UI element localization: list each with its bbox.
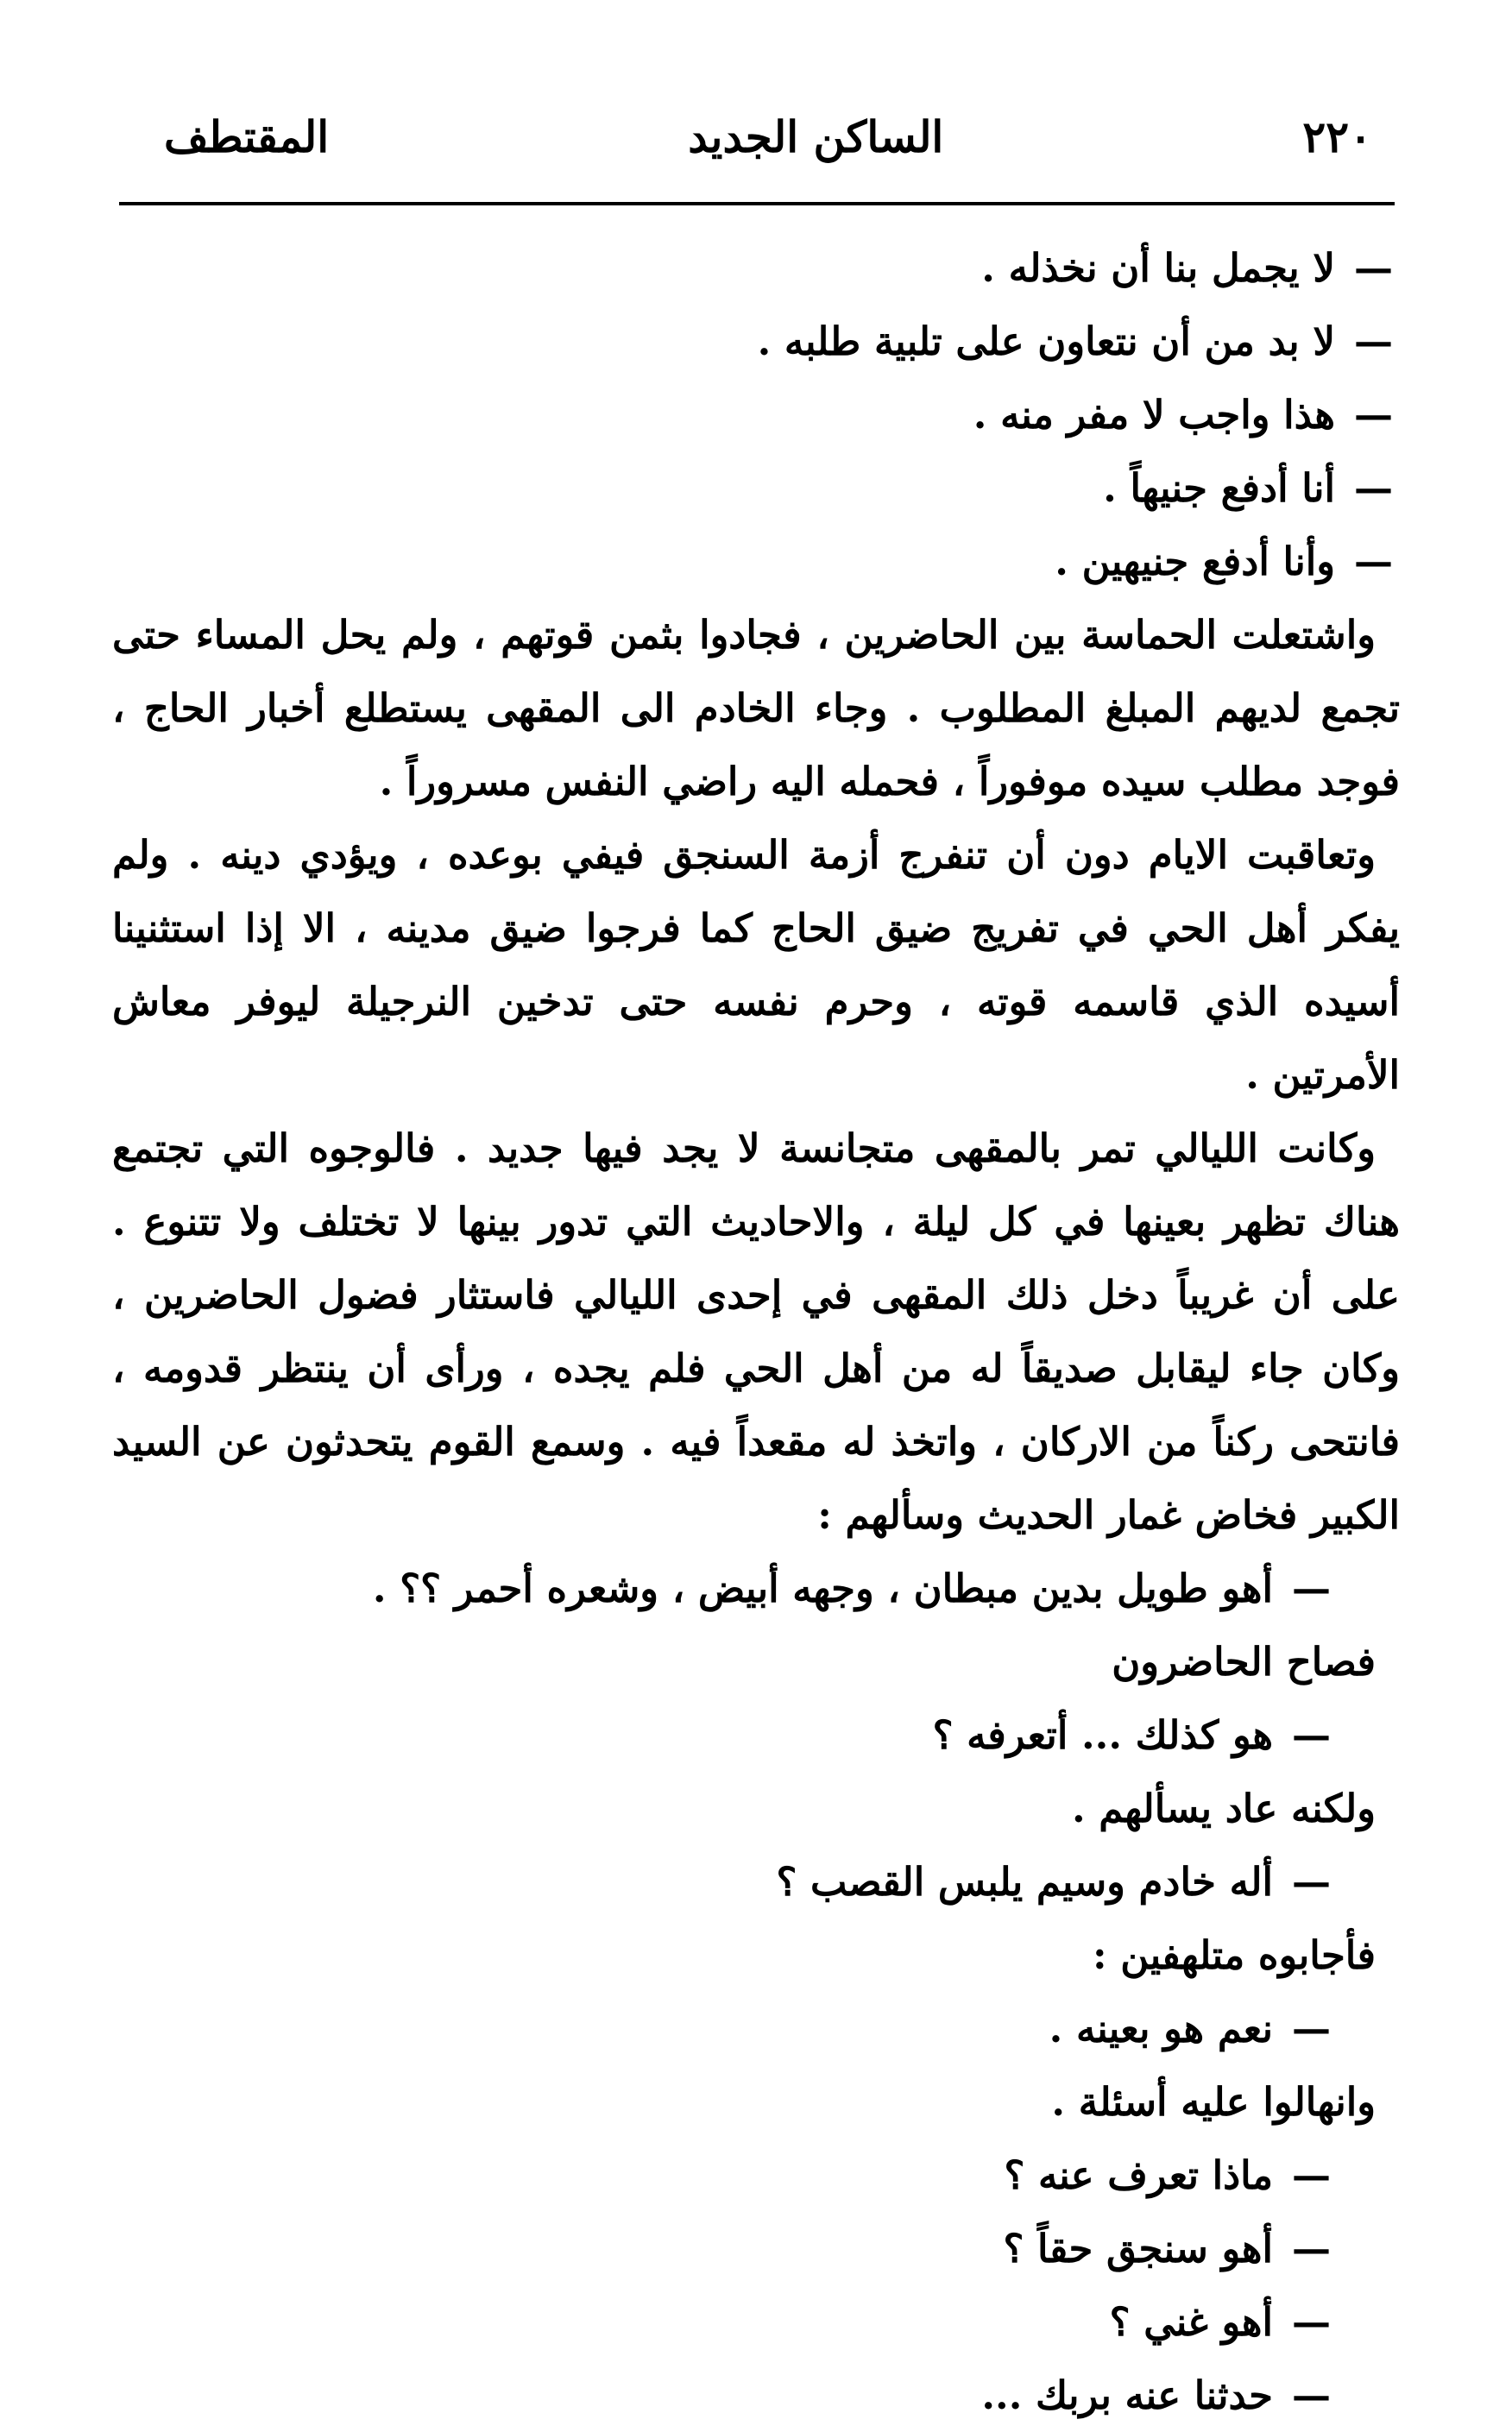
dialogue-dash: —	[1292, 2006, 1331, 2051]
dialogue-dash: —	[1292, 1859, 1331, 1905]
dialogue-dash: —	[1292, 1712, 1331, 1758]
dialogue-line: —أهو سنجق حقاً ؟	[112, 2212, 1400, 2285]
journal-name: المقتطف	[164, 110, 330, 162]
dialogue-dash: —	[1354, 318, 1393, 364]
dialogue-line: —حدثنا عنه بربك ...	[112, 2359, 1400, 2432]
dialogue-line: —لا بد من أن نتعاون على تلبية طلبه .	[112, 305, 1400, 378]
dialogue-line: —أنا أدفع جنيهاً .	[112, 451, 1400, 525]
paragraph: واشتعلت الحماسة بين الحاضرين ، فجادوا بثمن قوتهم ، ولم يحل المساء حتى تجمع لديهم المبلغ المطلوب . وجاء الخادم الى المقهى يستطلع أخبار الحاج ، فوجد مطلب سيده موفوراً ، فحمله اليه راضي النفس مسروراً .	[112, 612, 1400, 804]
dialogue-line: —أهو طويل بدين مبطان ، وجهه أبيض ، وشعره أحمر ؟؟ .	[112, 1552, 1400, 1625]
dialogue-line: —أهو غني ؟	[112, 2285, 1400, 2359]
dialogue-line: —لا يجمل بنا أن نخذله .	[112, 231, 1400, 305]
running-head	[164, 102, 1372, 171]
body-text	[112, 231, 1400, 2432]
paragraph: وكانت الليالي تمر بالمقهى متجانسة لا يجد فيها جديد . فالوجوه التي تجتمع هناك تظهر بعينها في كل ليلة ، والاحاديث التي تدور بينها لا تختلف ولا تتنوع . على أن غريباً دخل ذلك المقهى في إحدى الليالي فاستثار فضول الحاضرين ، وكان جاء ليقابل صديقاً له من أهل الحي فلم يجده ، ورأى أن ينتظر قدومه ، فانتحى ركناً من الاركان ، واتخذ له مقعداً فيه . وسمع القوم يتحدثون عن السيد الكبير فخاض غمار الحديث وسألهم :	[112, 1125, 1400, 1538]
dialogue-line: —وأنا أدفع جنيهين .	[112, 525, 1400, 598]
chapter-title: الساكن الجديد	[688, 110, 944, 162]
dialogue-dash: —	[1354, 392, 1393, 438]
dialogue-line: —ماذا تعرف عنه ؟	[112, 2139, 1400, 2212]
paragraph: وتعاقبت الايام دون أن تنفرج أزمة السنجق فيفي بوعده ، ويؤدي دينه . ولم يفكر أهل الحي في تفريج ضيق الحاج كما فرجوا ضيق مدينه ، الا إذا استثنينا أسيده الذي قاسمه قوته ، وحرم نفسه حتى تدخين النرجيلة ليوفر معاش الأمرتين .	[112, 832, 1400, 1098]
dialogue-dash: —	[1354, 539, 1393, 584]
dialogue-line: —هو كذلك ... أتعرفه ؟	[112, 1698, 1400, 1772]
narration-line: ولكنه عاد يسألهم .	[1071, 1786, 1376, 1831]
dialogue-dash: —	[1354, 245, 1393, 291]
header-rule	[119, 202, 1395, 205]
dialogue-dash: —	[1292, 2372, 1331, 2418]
dialogue-dash: —	[1292, 2226, 1331, 2271]
page-number: ٢٢٠	[1302, 110, 1372, 162]
dialogue-line: —هذا واجب لا مفر منه .	[112, 378, 1400, 451]
dialogue-dash: —	[1292, 2299, 1331, 2345]
dialogue-line: —نعم هو بعينه .	[112, 1992, 1400, 2065]
narration-line: وانهالوا عليه أسئلة .	[1051, 2079, 1376, 2125]
narration-line: فأجابوه متلهفين :	[1093, 1932, 1376, 1978]
dialogue-line: —أله خادم وسيم يلبس القصب ؟	[112, 1845, 1400, 1919]
narration-line: فصاح الحاضرون	[1112, 1639, 1376, 1685]
dialogue-dash: —	[1292, 2152, 1331, 2198]
dialogue-dash: —	[1354, 465, 1393, 511]
dialogue-dash: —	[1292, 1566, 1331, 1611]
